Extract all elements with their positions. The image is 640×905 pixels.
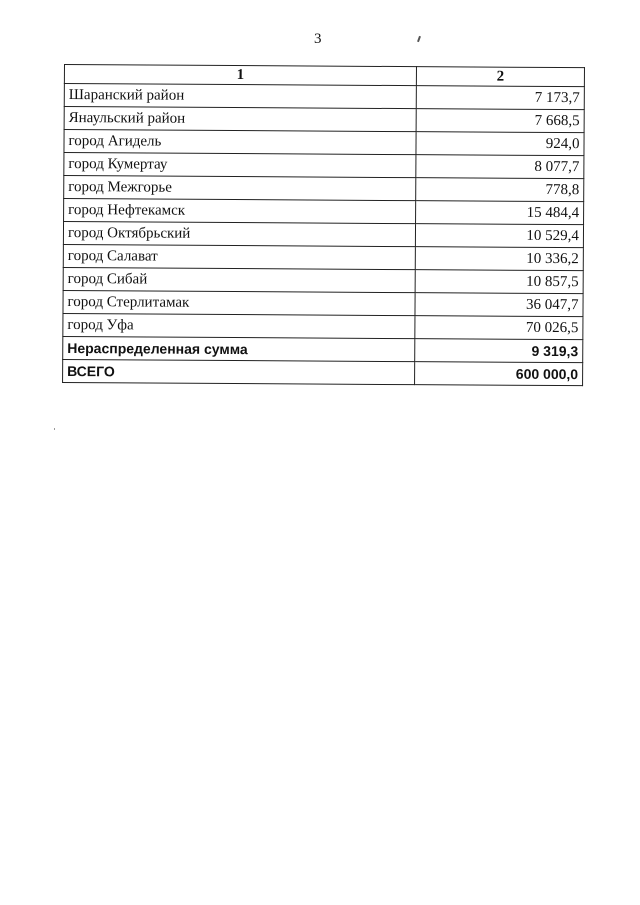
- table-row: [64, 176, 584, 202]
- row-name: город Агидель: [64, 130, 416, 155]
- row-name: город Октябрьский: [63, 222, 415, 247]
- column-header-1: 1: [64, 65, 416, 86]
- table-row: [63, 290, 583, 316]
- row-value: 15 484,4: [416, 201, 584, 225]
- table-row: [63, 267, 583, 293]
- row-name: Янаульский район: [64, 107, 416, 132]
- table-row: [64, 153, 584, 179]
- row-value: 10 336,2: [415, 247, 583, 271]
- scan-dot: [54, 428, 55, 430]
- table-row: [63, 222, 583, 248]
- column-header-2: 2: [416, 67, 584, 87]
- page-number: 3: [314, 31, 322, 47]
- table-row: [63, 313, 583, 339]
- row-name: город Стерлитамак: [63, 290, 415, 315]
- row-value: 7 668,5: [416, 109, 584, 133]
- total-value: 600 000,0: [415, 362, 583, 386]
- row-name: город Салават: [63, 244, 415, 269]
- row-name: город Кумертау: [64, 153, 416, 178]
- row-name: город Сибай: [63, 267, 415, 292]
- row-value: 7 173,7: [416, 86, 584, 110]
- row-name: Шаранский район: [64, 84, 416, 109]
- row-value: 924,0: [416, 132, 584, 156]
- table-row: [64, 130, 584, 156]
- row-value: 70 026,5: [415, 316, 583, 340]
- scan-mark: [417, 36, 421, 42]
- undistributed-label: Нераспределенная сумма: [63, 336, 415, 361]
- undistributed-row: [63, 336, 583, 362]
- row-value: 10 529,4: [415, 224, 583, 248]
- row-name: город Нефтекамск: [64, 199, 416, 224]
- row-name: город Уфа: [63, 313, 415, 338]
- row-value: 8 077,7: [416, 155, 584, 179]
- row-value: 778,8: [416, 178, 584, 202]
- row-value: 36 047,7: [415, 293, 583, 317]
- table-row: [64, 84, 584, 110]
- undistributed-value: 9 319,3: [415, 339, 583, 363]
- table-row: [64, 199, 584, 225]
- row-value: 10 857,5: [415, 270, 583, 294]
- allocation-table: [62, 64, 585, 386]
- total-row: [63, 359, 583, 385]
- row-name: город Межгорье: [64, 176, 416, 201]
- table-row: [64, 107, 584, 133]
- total-label: ВСЕГО: [63, 359, 415, 384]
- table-row: [63, 244, 583, 270]
